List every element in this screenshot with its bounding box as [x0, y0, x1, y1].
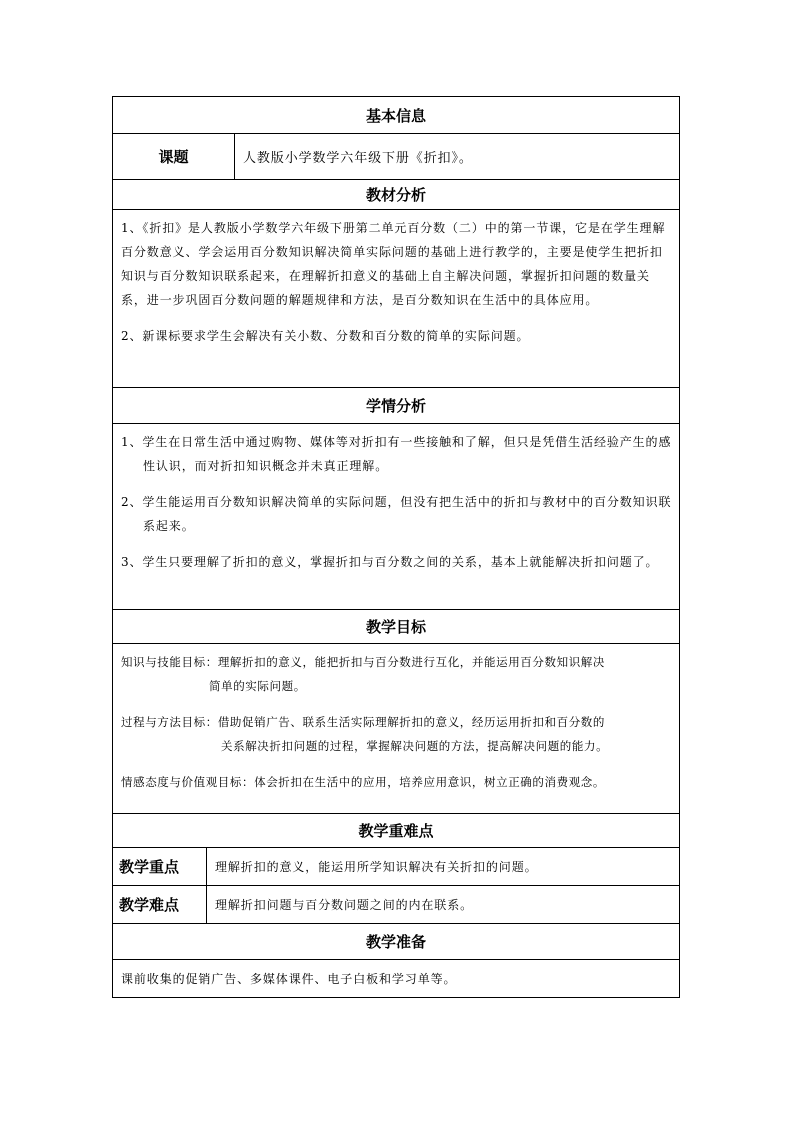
- section-header-teaching-goals: 教学目标: [112, 610, 680, 644]
- section-header-key-points: 教学重难点: [112, 814, 680, 848]
- goal-knowledge: [121, 650, 673, 698]
- goal-knowledge-label: 知识与技能目标：: [121, 655, 218, 669]
- student-paragraph-1: 1、学生在日常生活中通过购物、媒体等对折扣有一些接触和了解，但只是凭借生活经验产生的感性认识，而对折扣知识概念并未真正理解。: [121, 435, 672, 473]
- difficult-point-value: 理解折扣问题与百分数问题之间的内在联系。: [215, 898, 474, 912]
- goal-emotion: [121, 770, 673, 794]
- topic-value: 人教版小学数学六年级下册《折扣》。: [243, 151, 473, 166]
- goal-emotion-text: 体会折扣在生活中的应用，培养应用意识，树立正确的消费观念。: [254, 775, 606, 789]
- goal-process-line1: 借助促销广告、联系生活实际理解折扣的意义，经历运用折扣和百分数的: [217, 715, 606, 729]
- key-point-row: [112, 848, 680, 886]
- topic-label: 课题: [113, 134, 235, 179]
- teaching-goals-body: [112, 644, 680, 814]
- material-paragraph-2: 2、新课标要求学生会解决有关小数、分数和百分数的简单的实际问题。: [121, 329, 530, 343]
- student-paragraph-3: 3、学生只要理解了折扣的意义，掌握折扣与百分数之间的关系，基本上就能解决折扣问题了。: [121, 555, 659, 569]
- goal-process-line2: 关系解决折扣问题的过程，掌握解决问题的方法，提高解决问题的能力。: [221, 739, 609, 753]
- key-point-value: 理解折扣的意义，能运用所学知识解决有关折扣的问题。: [215, 860, 538, 874]
- section-header-material-analysis: 教材分析: [112, 180, 680, 210]
- student-analysis-body: [112, 424, 680, 610]
- preparation-body: 课前收集的促销广告、多媒体课件、电子白板和学习单等。: [112, 960, 680, 998]
- section-header-preparation: 教学准备: [112, 924, 680, 960]
- lesson-plan-table: [112, 96, 680, 998]
- goal-process-label: 过程与方法目标：: [121, 715, 218, 729]
- goal-knowledge-line2: 简单的实际问题。: [209, 679, 306, 693]
- student-paragraph-2: 2、学生能运用百分数知识解决简单的实际问题，但没有把生活中的折扣与教材中的百分数知识联系起来。: [121, 495, 672, 533]
- material-paragraph-1: 1、《折扣》是人教版小学数学六年级下册第二单元百分数（二）中的第一节课，它是在学生理解百分数意义、学会运用百分数知识解决简单实际问题的基础上进行教学的，主要是使学生把折扣知识与百分数知识联系起来，在理解折扣意义的基础上自主解决问题，掌握折扣问题的数量关系，进一步巩固百分数问题的解题规律和方法，是百分数知识在生活中的具体应用。: [121, 221, 666, 307]
- goal-emotion-label: 情感态度与价值观目标：: [121, 775, 255, 789]
- goal-process: [121, 710, 673, 758]
- difficult-point-row: [112, 886, 680, 924]
- topic-row: [112, 134, 680, 180]
- difficult-point-label: 教学难点: [113, 886, 207, 923]
- section-header-student-analysis: 学情分析: [112, 388, 680, 424]
- section-header-basic-info: 基本信息: [112, 96, 680, 134]
- goal-knowledge-line1: 理解折扣的意义，能把折扣与百分数进行互化，并能运用百分数知识解决: [217, 655, 606, 669]
- material-analysis-body: [112, 210, 680, 388]
- key-point-label: 教学重点: [113, 848, 207, 885]
